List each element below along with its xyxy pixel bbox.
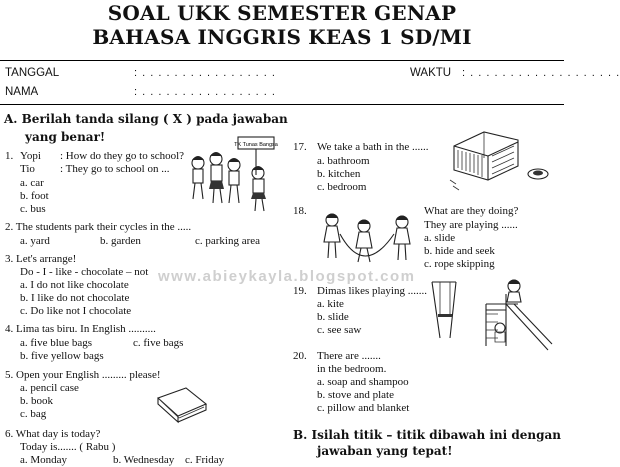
q1-speaker-1: Yopi [20,150,41,162]
q18-question: What are they doing? [424,205,519,217]
school-sign-text: TK Tunas Bangsa [234,142,278,148]
q18-prompt: They are playing ...... [424,219,518,231]
q6-prompt: Today is....... ( Rabu ) [20,441,116,453]
q1-option-c[interactable]: c. bus [20,203,46,215]
section-a-instruction: A. Berilah tanda silang ( X ) pada jawaban [4,112,288,126]
q18-option-a[interactable]: a. slide [424,232,456,244]
watermark-text: www.abieykayla.blogspot.com [158,268,416,285]
section-b-instruction: B. Isilah titik – titik dibawah ini dengan [293,428,562,442]
q1-number: 1. [5,150,14,162]
page-subtitle: BAHASA INGGRIS KEAS 1 SD/MI [92,25,472,49]
q3-option-b[interactable]: b. I like do not chocolate [20,292,130,304]
q17-option-a[interactable]: a. bathroom [317,155,370,167]
q19-number: 19. [293,285,307,297]
q20-option-c[interactable]: c. pillow and blanket [317,402,410,414]
q6-option-b[interactable]: b. Wednesday [113,454,175,466]
q3-option-c[interactable]: c. Do like not I chocolate [20,305,132,317]
q4-question: 4. Lima tas biru. In English .......... [5,323,156,335]
q5-option-c[interactable]: c. bag [20,408,47,420]
q2-option-a[interactable]: a. yard [20,235,50,247]
q6-option-a[interactable]: a. Monday [20,454,68,466]
header-divider-top [0,60,564,61]
q1-line-2: : They go to school on ... [60,163,170,175]
tanggal-label: TANGGAL [5,67,60,79]
nama-field[interactable]: : . . . . . . . . . . . . . . . . . [134,86,276,98]
playground-slide-illustration [428,274,556,358]
book-illustration [152,384,210,424]
q20-option-a[interactable]: a. soap and shampoo [317,376,409,388]
q6-question: 6. What day is today? [5,428,101,440]
q17-option-c[interactable]: c. bedroom [317,181,367,193]
q5-option-a[interactable]: a. pencil case [20,382,79,394]
q1-line-1: : How do they go to school? [60,150,185,162]
q3-words: Do - I - like - chocolate – not [20,266,149,278]
q18-number: 18. [293,205,307,217]
q18-option-b[interactable]: b. hide and seek [424,245,495,257]
q19-option-b[interactable]: b. slide [317,311,349,323]
q17-question: We take a bath in the ...... [317,141,429,153]
q4-option-a[interactable]: a. five blue bags [20,337,93,349]
header-divider-bottom [0,104,564,105]
q6-option-c[interactable]: c. Friday [185,454,225,466]
q20-number: 20. [293,350,307,362]
q19-option-a[interactable]: a. kite [317,298,344,310]
q17-number: 17. [293,141,307,153]
waktu-label: WAKTU [410,67,452,79]
q4-option-c[interactable]: c. five bags [133,337,184,349]
section-b-instruction-2: jawaban yang tepat! [317,444,453,458]
q19-option-c[interactable]: c. see saw [317,324,362,336]
q2-option-c[interactable]: c. parking area [195,235,261,247]
waktu-field[interactable]: : . . . . . . . . . . . . . . . . . . . [462,67,620,79]
page-title: SOAL UKK SEMESTER GENAP [107,1,457,25]
q1-option-a[interactable]: a. car [20,177,44,189]
kids-walking-illustration [186,135,276,213]
q2-option-b[interactable]: b. garden [100,235,141,247]
q18-option-c[interactable]: c. rope skipping [424,258,495,270]
q3-option-a[interactable]: a. I do not like chocolate [20,279,129,291]
q5-option-b[interactable]: b. book [20,395,53,407]
q4-option-b[interactable]: b. five yellow bags [20,350,104,362]
q17-option-b[interactable]: b. kitchen [317,168,361,180]
q20-question: There are ....... [317,350,381,362]
q5-question: 5. Open your English ......... please! [5,369,161,381]
tanggal-field[interactable]: : . . . . . . . . . . . . . . . . . [134,67,276,79]
q1-speaker-2: Tio [20,163,35,175]
nama-label: NAMA [5,86,39,98]
q2-question: 2. The students park their cycles in the ..... [5,221,192,233]
q20-question-2: in the bedroom. [317,363,387,375]
bathroom-illustration [444,128,554,192]
q20-option-b[interactable]: b. stove and plate [317,389,394,401]
q19-question: Dimas likes playing ....... [317,285,427,297]
q1-option-b[interactable]: b. foot [20,190,49,202]
section-a-instruction-2: yang benar! [25,130,106,144]
q3-question: 3. Let's arrange! [5,253,77,265]
